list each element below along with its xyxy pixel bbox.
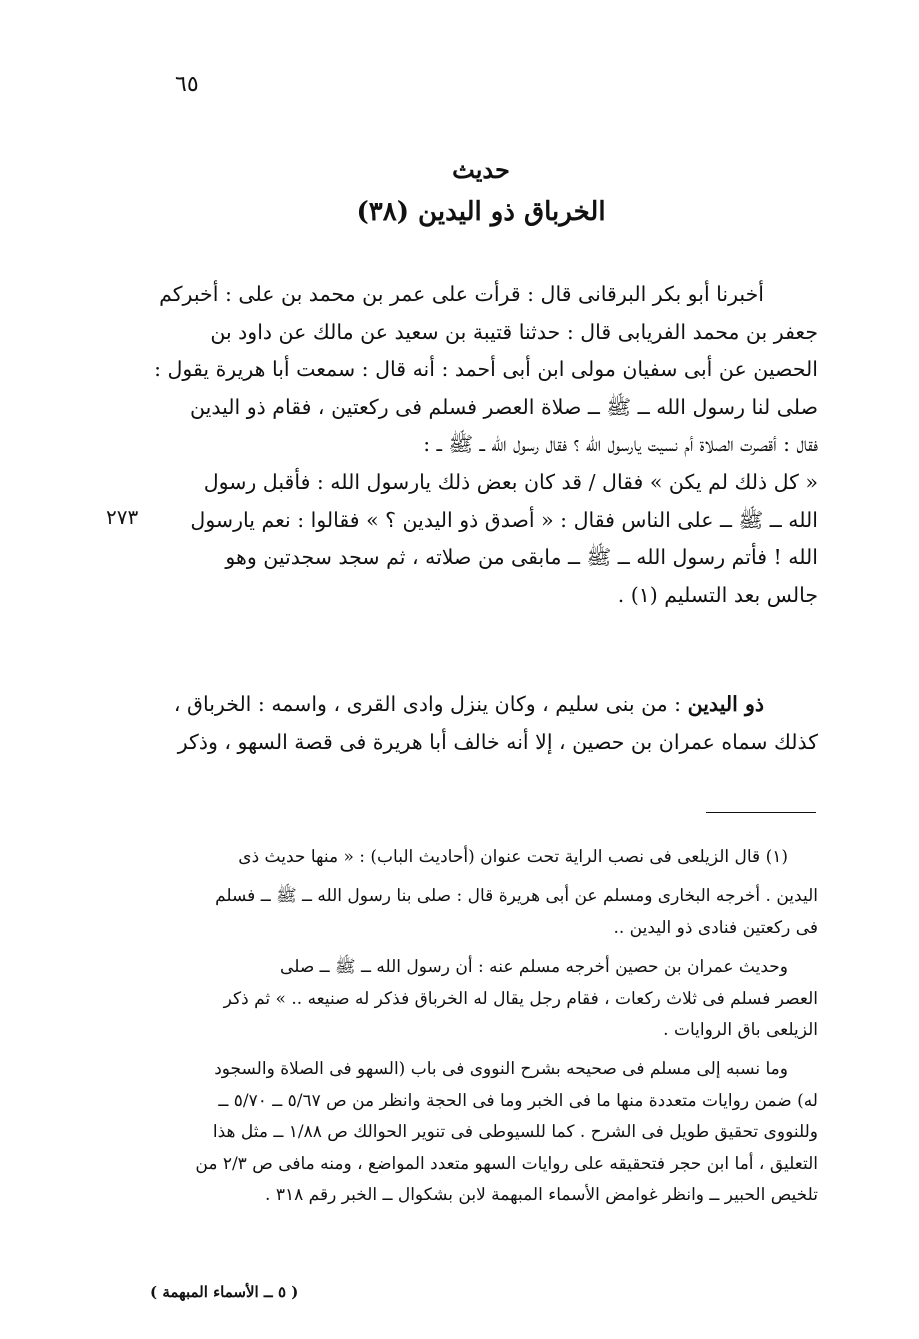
footnote-line: التعليق ، أما ابن حجر فتحقيقه على روايات السهو متعدد المواضع ، ومنه مافى ص ٢/٣ من — [195, 1153, 818, 1174]
main-line: جالس بعد التسليم (١) . — [617, 582, 818, 607]
footnote — [150, 1054, 818, 1211]
page-number: ٦٥ — [175, 72, 199, 97]
biography-paragraph — [150, 686, 818, 761]
footnote — [150, 952, 818, 1046]
main-line: الله ! فأتم رسول الله ــ ﷺ ــ مابقى من صلاته ، ثم سجد سجدتين وهو — [225, 545, 818, 570]
footnote-line: تلخيص الحبير ــ وانظر غوامض الأسماء المبهمة لابن بشكوال ــ الخبر رقم ٣١٨ . — [265, 1185, 818, 1206]
footnote-line: العصر فسلم فى ثلاث ركعات ، فقام رجل يقال له الخرباق فذكر له صنيعه .. » ثم ذكر — [223, 988, 818, 1009]
main-line: الحصين عن أبى سفيان مولى ابن أبى أحمد : أنه قال : سمعت أبا هريرة يقول : — [154, 357, 818, 382]
footnote-line: وما نسبه إلى مسلم فى صحيحه بشرح النووى فى باب (السهو فى الصلاة والسجود — [214, 1059, 788, 1080]
chapter-title: (٣٨) الخرباق ذو اليدين — [356, 197, 606, 227]
margin-page-reference: ٢٧٣ — [106, 505, 139, 529]
bio-text: : من بنى سليم ، وكان ينزل وادى القرى ، واسمه : الخرباق ، — [173, 692, 682, 716]
main-line: أخبرنا أبو بكر البرقانى قال : قرأت على عمر بن محمد بن على : أخبركم — [159, 282, 764, 306]
footnote-divider — [706, 812, 816, 813]
footnote-line: له) ضمن روايات متعددة منها ما فى الخبر وما فى الحجة وانظر من ص ٥/٦٧ ــ ٥/٧٠ ــ — [218, 1090, 818, 1111]
signature-mark: ( ٥ ــ الأسماء المبهمة ) — [150, 1283, 299, 1301]
main-line: جعفر بن محمد الفريابى قال : حدثنا قتيبة بن سعيد عن مالك عن داود بن — [210, 319, 818, 344]
heading-block — [145, 150, 817, 234]
footnote-line: الزيلعى باق الروايات . — [663, 1020, 818, 1041]
main-line: فقال : أقصرت الصلاة أم نسيت يارسول الله ؟ فقال رسول الله ــ ﷺ ــ : — [423, 432, 818, 457]
footnote-line: وحديث عمران بن حصين أخرجه مسلم عنه : أن رسول الله ــ ﷺ ــ صلى — [280, 957, 788, 978]
main-line: صلى لنا رسول الله ــ ﷺ ــ صلاة العصر فسلم فى ركعتين ، فقام ذو اليدين — [190, 394, 818, 419]
bio-line — [150, 686, 818, 724]
footnote-line: اليدين . أخرجه البخارى ومسلم عن أبى هريرة قال : صلى بنا رسول الله ــ ﷺ ــ فسلم — [215, 886, 818, 907]
main-line: الله ــ ﷺ ــ على الناس فقال : « أصدق ذو اليدين ؟ » فقالوا : نعم يارسول — [190, 507, 818, 532]
footnote-line: وللنووى تحقيق طويل فى الشرح . كما للسيوطى فى تنوير الحوالك ص ١/٨٨ ــ مثل هذا — [212, 1122, 818, 1143]
section-label: حديث — [452, 155, 510, 184]
footnote-line: (١) قال الزيلعى فى نصب الراية تحت عنوان (أحاديث الباب) : « منها حديث ذى — [238, 847, 788, 867]
main-paragraph — [150, 276, 818, 614]
footnotes — [150, 842, 818, 1219]
main-line: « كل ذلك لم يكن » فقال / قد كان بعض ذلك يارسول الله : فأقبل رسول — [203, 469, 818, 494]
bio-lead: ذو اليدين — [687, 692, 764, 716]
footnote-line: فى ركعتين فنادى ذو اليدين .. — [613, 917, 818, 938]
bio-line: كذلك سماه عمران بن حصين ، إلا أنه خالف أبا هريرة فى قصة السهو ، وذكر — [177, 729, 818, 754]
footnote — [150, 842, 818, 944]
